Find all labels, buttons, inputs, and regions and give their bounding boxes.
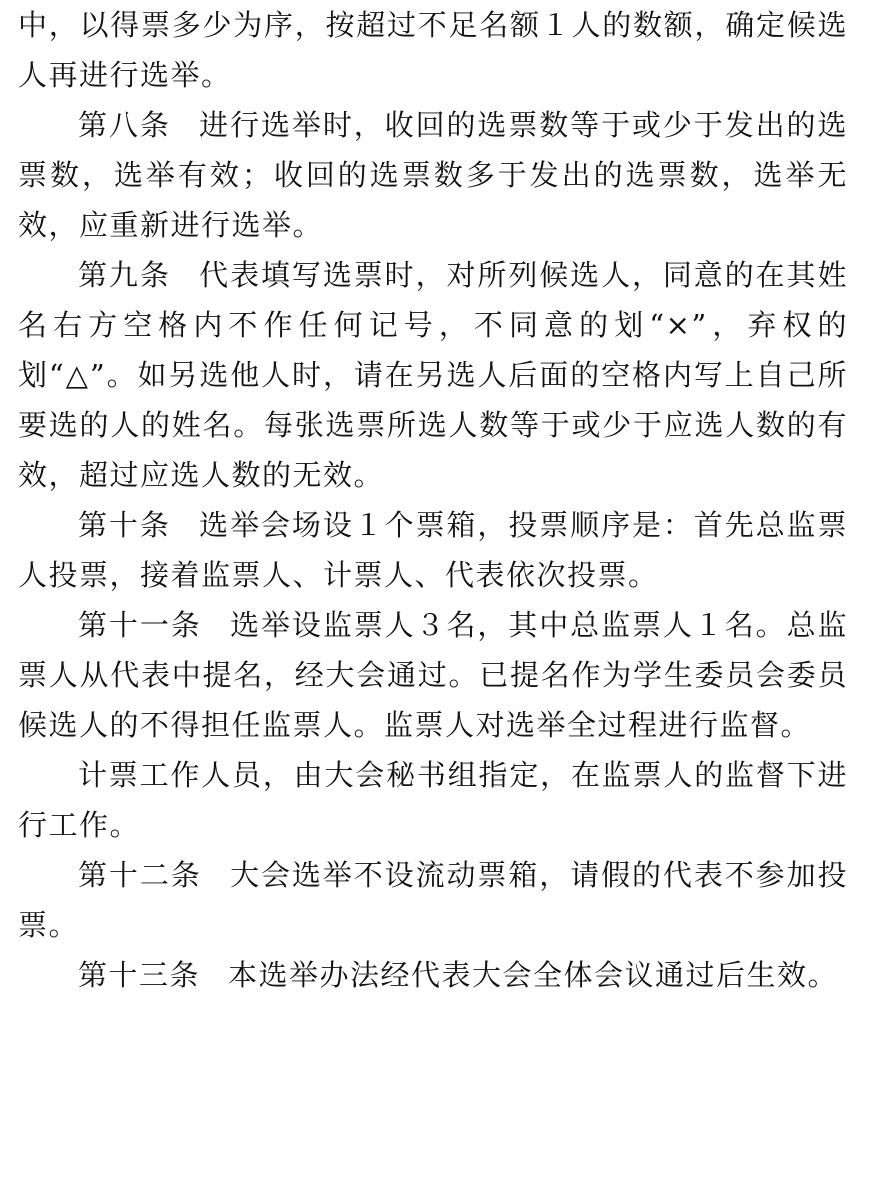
paragraph-text: 计票工作人员，由大会秘书组指定，在监票人的监督下进行工作。 <box>18 758 848 842</box>
article-8 <box>18 100 848 250</box>
paragraph-text: 选举设监票人３名，其中总监票人１名。总监票人从代表中提名，经大会通过。已提名作为学生委员会委员候选人的不得担任监票人。监票人对选举全过程进行监督。 <box>18 608 848 742</box>
article-number: 第十一条 <box>78 608 202 642</box>
article-number: 第十条 <box>78 508 171 542</box>
article-number: 第八条 <box>78 108 171 142</box>
paragraph-text: 进行选举时，收回的选票数等于或少于发出的选票数，选举有效；收回的选票数多于发出的选票数，选举无效，应重新进行选举。 <box>18 108 848 242</box>
article-11-supplement <box>18 750 848 850</box>
paragraph-text: 选举会场设１个票箱，投票顺序是：首先总监票人投票，接着监票人、计票人、代表依次投票。 <box>18 508 848 592</box>
paragraph-continuation <box>18 0 848 100</box>
article-9 <box>18 250 848 500</box>
article-number: 第九条 <box>78 258 171 292</box>
paragraph-text: 大会选举不设流动票箱，请假的代表不参加投票。 <box>18 858 848 942</box>
paragraph-text: 本选举办法经代表大会全体会议通过后生效。 <box>228 958 839 992</box>
article-10 <box>18 500 848 600</box>
document-page <box>18 0 848 1000</box>
article-11 <box>18 600 848 750</box>
article-13 <box>18 950 848 1000</box>
article-12 <box>18 850 848 950</box>
article-number: 第十三条 <box>78 958 201 992</box>
paragraph-text: 中，以得票多少为序，按超过不足名额１人的数额，确定候选人再进行选举。 <box>18 8 848 92</box>
paragraph-text: 代表填写选票时，对所列候选人，同意的在其姓名右方空格内不作任何记号，不同意的划“×”，弃权的划“△”。如另选他人时，请在另选人后面的空格内写上自己所要选的人的姓名。每张选票所选人数等于或少于应选人数的有效，超过应选人数的无效。 <box>18 258 848 492</box>
article-number: 第十二条 <box>78 858 202 892</box>
